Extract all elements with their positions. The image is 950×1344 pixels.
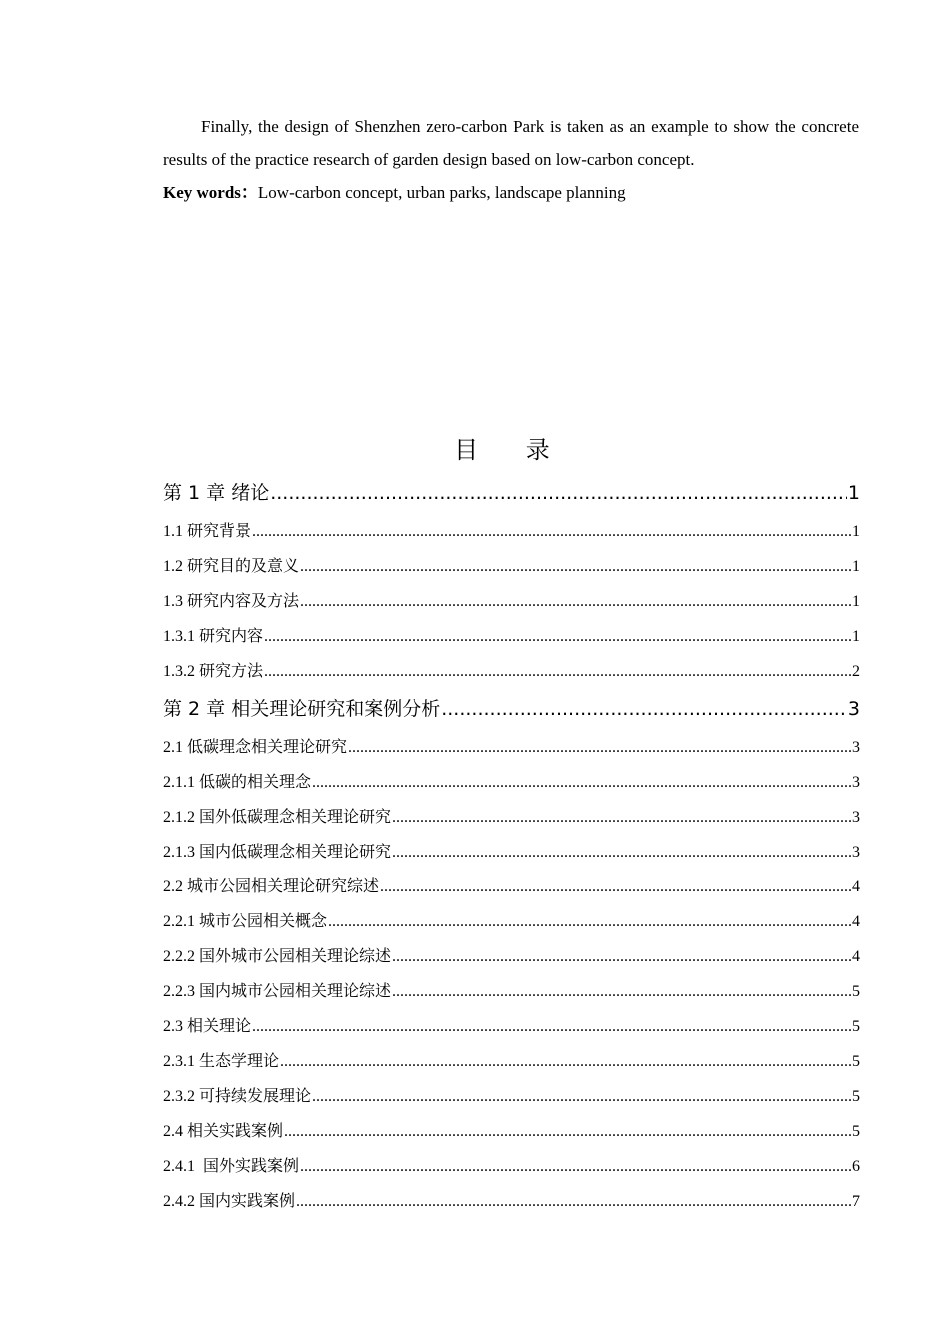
- toc-entry-label: 第 2 章 相关理论研究和案例分析: [163, 698, 441, 720]
- toc-entry-label: 2.2.2 国外城市公园相关理论综述: [163, 948, 392, 965]
- toc-entry-2-2-2[interactable]: [163, 943, 860, 969]
- toc-leader-dots: [392, 809, 851, 827]
- toc-entry-2-4-2[interactable]: [163, 1188, 860, 1214]
- keywords-line: [163, 176, 859, 209]
- toc-entry-page: 5: [852, 983, 860, 1000]
- toc-leader-dots: [312, 774, 851, 792]
- toc-entry-label: 1.3.1 研究内容: [163, 628, 264, 645]
- toc-leader-dots: [270, 482, 847, 504]
- toc-leader-dots: [264, 663, 851, 681]
- keywords-label: Key words：: [163, 183, 258, 202]
- toc-entry-label: 2.3.2 可持续发展理论: [163, 1088, 312, 1105]
- toc-entry-page: 1: [852, 593, 860, 610]
- toc-entry-page: 1: [847, 482, 860, 504]
- toc-entry-page: 5: [852, 1018, 860, 1035]
- toc-entry-page: 6: [852, 1158, 860, 1175]
- toc-entry-page: 7: [852, 1193, 860, 1210]
- toc-leader-dots: [300, 558, 851, 576]
- toc-entry-2-3[interactable]: [163, 1013, 860, 1039]
- toc-entry-2-2[interactable]: [163, 873, 860, 899]
- toc-entry-label: 2.3.1 生态学理论: [163, 1053, 280, 1070]
- toc-entry-1-3[interactable]: [163, 588, 860, 614]
- toc-entry-2-4-1[interactable]: [163, 1153, 860, 1179]
- toc-leader-dots: [392, 948, 851, 966]
- toc-leader-dots: [264, 628, 851, 646]
- toc-entry-page: 5: [852, 1088, 860, 1105]
- toc-entry-page: 1: [852, 628, 860, 645]
- toc-entry-2-2-3[interactable]: [163, 978, 860, 1004]
- toc-leader-dots: [348, 739, 851, 757]
- toc-entry-2-1[interactable]: [163, 734, 860, 760]
- toc-entry-label: 2.1.3 国内低碳理念相关理论研究: [163, 844, 392, 861]
- toc-entry-page: 3: [852, 774, 860, 791]
- toc-entry-label: 2.4.2 国内实践案例: [163, 1193, 296, 1210]
- toc-entry-1-1[interactable]: [163, 518, 860, 544]
- keywords-text: Low-carbon concept, urban parks, landscape planning: [257, 183, 626, 202]
- toc-leader-dots: [392, 983, 851, 1001]
- toc-entry-page: 3: [852, 739, 860, 756]
- toc-entry-1-2[interactable]: [163, 553, 860, 579]
- toc-entry-2-1-1[interactable]: [163, 769, 860, 795]
- toc-entry-label: 2.1 低碳理念相关理论研究: [163, 739, 348, 756]
- toc-entry-1-3-1[interactable]: [163, 623, 860, 649]
- toc-leader-dots: [392, 844, 851, 862]
- toc-entry-page: 4: [852, 948, 860, 965]
- toc-entry-page: 2: [852, 663, 860, 680]
- toc-entry-page: 3: [847, 698, 860, 720]
- abstract-paragraph: Finally, the design of Shenzhen zero-carbon Park is taken as an example to show the concrete results of the practice research of garden design based on low-carbon concept.: [163, 117, 859, 169]
- toc-entry-2-1-2[interactable]: [163, 804, 860, 830]
- toc-leader-dots: [312, 1088, 851, 1106]
- toc-entry-label: 2.1.2 国外低碳理念相关理论研究: [163, 809, 392, 826]
- toc-entry-page: 5: [852, 1123, 860, 1140]
- toc-leader-dots: [280, 1053, 851, 1071]
- toc-entry-page: 1: [852, 558, 860, 575]
- toc-entry-page: 3: [852, 809, 860, 826]
- toc-leader-dots: [441, 698, 847, 720]
- toc-leader-dots: [380, 878, 851, 896]
- toc-entry-label: 2.2.1 城市公园相关概念: [163, 913, 328, 930]
- toc-entry-label: 第 1 章 绪论: [163, 482, 270, 504]
- toc-entry-2-2-1[interactable]: [163, 908, 860, 934]
- toc-entry-2-1-3[interactable]: [163, 839, 860, 865]
- toc-entry-page: 3: [852, 844, 860, 861]
- toc-title: 目 录: [454, 436, 570, 464]
- toc-entry-2-3-2[interactable]: [163, 1083, 860, 1109]
- toc-entry-page: 5: [852, 1053, 860, 1070]
- toc-entry-page: 4: [852, 913, 860, 930]
- toc-entry-label: 1.3 研究内容及方法: [163, 593, 300, 610]
- toc-entry-label: 2.2 城市公园相关理论研究综述: [163, 878, 380, 895]
- toc-entry-label: 2.4 相关实践案例: [163, 1123, 284, 1140]
- toc-entry-label: 2.2.3 国内城市公园相关理论综述: [163, 983, 392, 1000]
- toc-chapter-2[interactable]: [163, 694, 860, 724]
- toc-entry-1-3-2[interactable]: [163, 658, 860, 684]
- toc-leader-dots: [296, 1193, 851, 1211]
- toc-entry-page: 4: [852, 878, 860, 895]
- toc-leader-dots: [328, 913, 851, 931]
- toc-entry-label: 1.2 研究目的及意义: [163, 558, 300, 575]
- toc-leader-dots: [300, 593, 851, 611]
- toc-entry-2-3-1[interactable]: [163, 1048, 860, 1074]
- toc-entry-label: 1.1 研究背景: [163, 523, 252, 540]
- toc-chapter-1[interactable]: [163, 478, 860, 508]
- toc-entry-label: 1.3.2 研究方法: [163, 663, 264, 680]
- toc-leader-dots: [252, 523, 851, 541]
- toc-entry-label: 2.3 相关理论: [163, 1018, 252, 1035]
- toc-entry-2-4[interactable]: [163, 1118, 860, 1144]
- toc-entry-label: 2.4.1 国外实践案例: [163, 1158, 300, 1175]
- toc-entry-label: 2.1.1 低碳的相关理念: [163, 774, 312, 791]
- toc-leader-dots: [300, 1158, 851, 1176]
- toc-leader-dots: [252, 1018, 851, 1036]
- toc-leader-dots: [284, 1123, 851, 1141]
- toc-entry-page: 1: [852, 523, 860, 540]
